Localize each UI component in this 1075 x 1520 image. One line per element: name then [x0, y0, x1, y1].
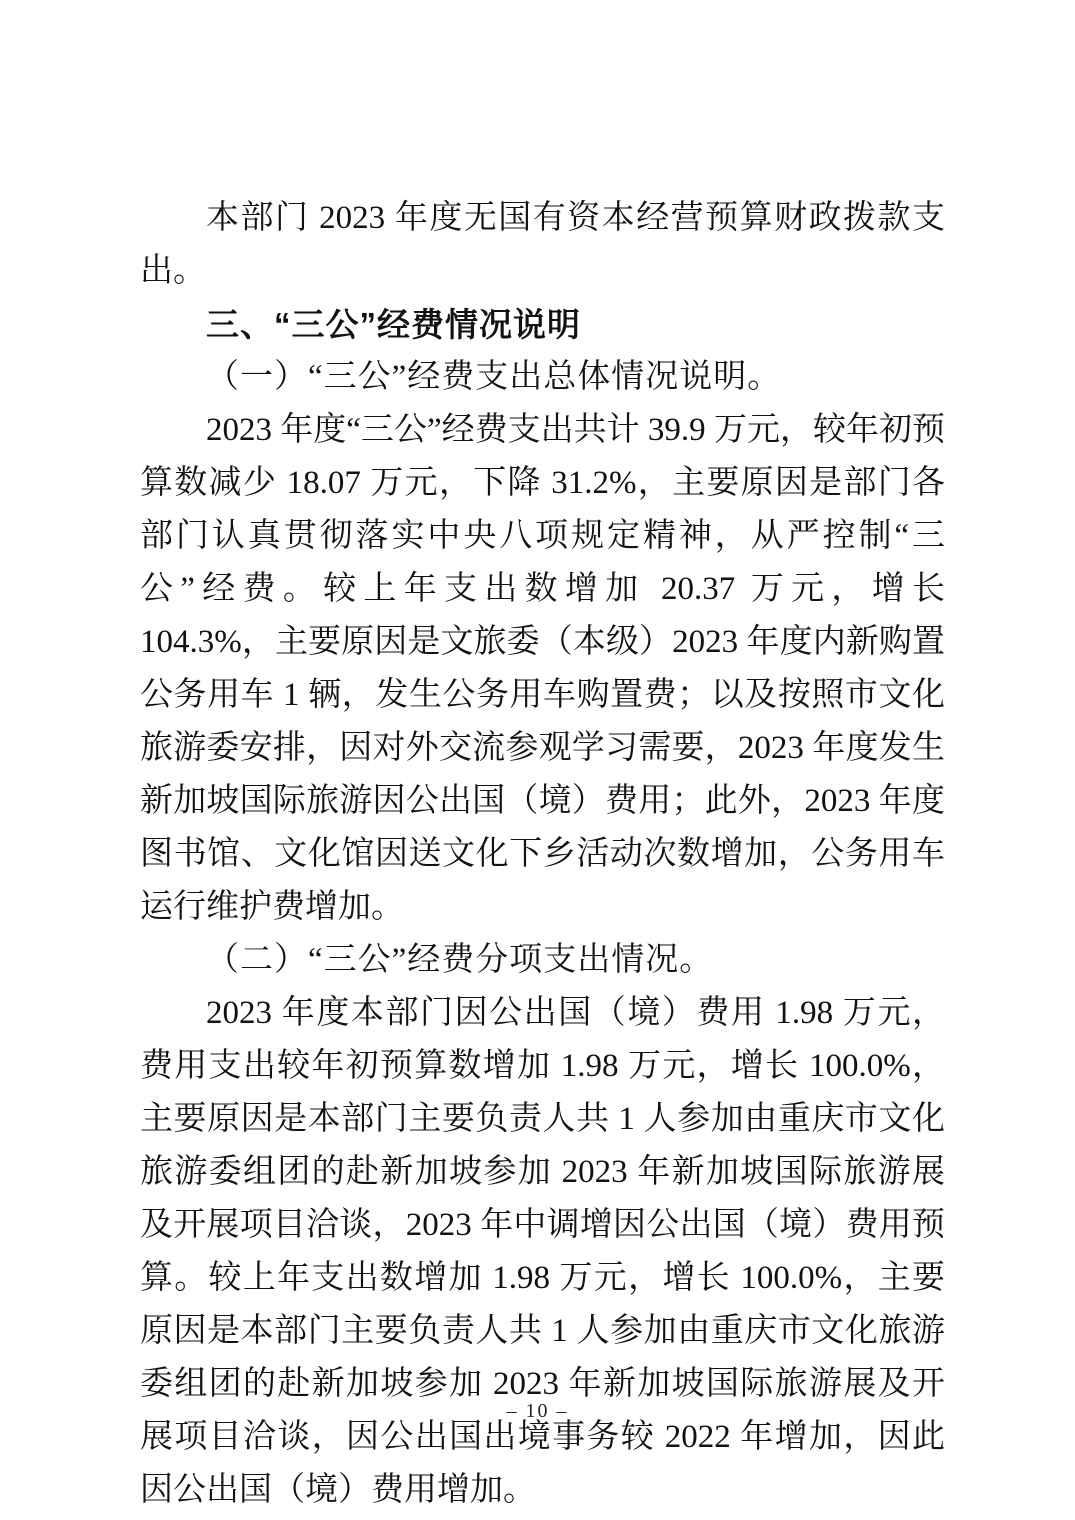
page-number: – 10 –: [506, 1400, 569, 1422]
subsection-2-heading: （二）“三公”经费分项支出情况。: [206, 942, 714, 978]
document-content: [140, 192, 945, 1517]
paragraph-2: 2023 年度本部门因公出国（境）费用 1.98 万元，费用支出较年初预算数增加 1.98 万元，增长 100.0%，主要原因是本部门主要负责人共 1 人参加由重庆市文化旅游委组团的赴新加坡参加 2023 年新加坡国际旅游展及开展项目洽谈，2023 年中调增因公出国（境）费用预算。较上年支出数增加 1.98 万元，增长 100.0%，主要原因是本部门主要负责人共 1 人参加由重庆市文化旅游委组团的赴新加坡参加 2023 年新加坡国际旅游展及开展项目洽谈，因公出国出境事务较 2022 年增加，因此因公出国（境）费用增加。: [140, 995, 946, 1508]
paragraph-1: 2023 年度“三公”经费支出共计 39.9 万元，较年初预算数减少 18.07 万元，下降 31.2%，主要原因是部门各部门认真贯彻落实中央八项规定精神，从严控制“三公”经费。较上年支出数增加 20.37 万元，增长 104.3%，主要原因是文旅委（本级）2023 年度内新购置公务用车 1 辆，发生公务用车购置费；以及按照市文化旅游委安排，因对外交流参观学习需要，2023 年度发生新加坡国际旅游因公出国（境）费用；此外，2023 年度图书馆、文化馆因送文化下乡活动次数增加，公务用车运行维护费增加。: [140, 412, 945, 925]
paragraph-intro: 本部门 2023 年度无国有资本经营预算财政拨款支出。: [140, 200, 945, 289]
section-heading: 三、“三公”经费情况说明: [206, 306, 581, 343]
subsection-1-heading: （一）“三公”经费支出总体情况说明。: [206, 359, 782, 395]
